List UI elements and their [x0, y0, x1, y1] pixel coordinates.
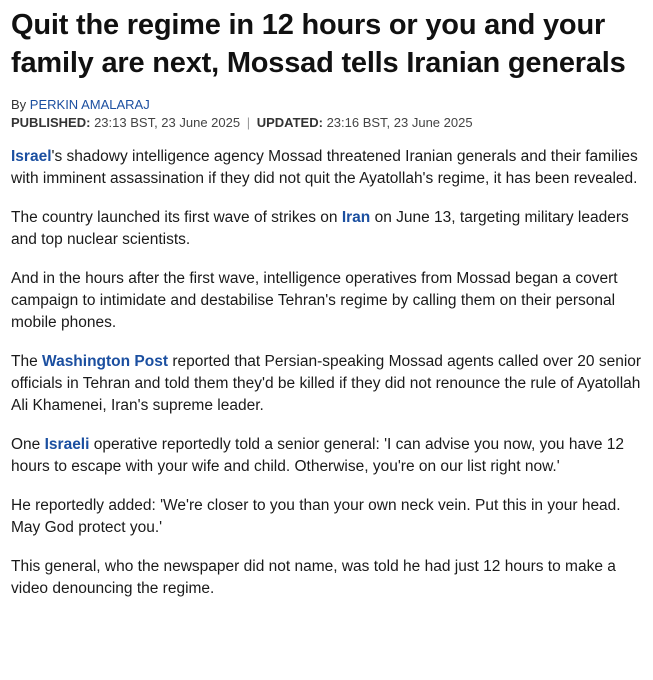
paragraph-4-before: The [11, 353, 43, 370]
byline-prefix: By [11, 97, 27, 112]
updated-date: 23:16 BST, 23 June 2025 [326, 115, 473, 130]
author-link[interactable]: PERKIN AMALARAJ [29, 97, 150, 112]
paragraph-2-after: on June 13, targeting military leaders and top nuclear scientists. [11, 209, 629, 248]
paragraph-5-after: operative reportedly told a senior general: 'I can advise you now, you have 12 hours to escape with your wife and child. Otherwise, you're on our list right now.' [11, 436, 625, 475]
paragraph-5 [11, 434, 643, 478]
paragraph-1 [11, 146, 643, 190]
link-israel[interactable]: Israel [11, 148, 52, 165]
date-separator: | [246, 115, 251, 130]
paragraph-4 [11, 351, 643, 417]
paragraph-3: And in the hours after the first wave, intelligence operatives from Mossad began a covert campaign to intimidate and destabilise Tehran's regime by calling them on their personal mobile phones. [11, 270, 618, 331]
paragraph-7: This general, who the newspaper did not name, was told he had just 12 hours to make a video denouncing the regime. [11, 558, 616, 597]
published-date: 23:13 BST, 23 June 2025 [94, 115, 241, 130]
paragraph-2-before: The country launched its first wave of strikes on [11, 209, 342, 226]
paragraph-5-before: One [11, 436, 45, 453]
paragraph-2 [11, 207, 643, 251]
link-israeli[interactable]: Israeli [44, 436, 90, 453]
article-dates [11, 114, 643, 132]
article-headline: Quit the regime in 12 hours or you and your family are next, Mossad tells Iranian generals [11, 9, 626, 79]
byline [11, 96, 643, 114]
paragraph-1-text: 's shadowy intelligence agency Mossad threatened Iranian generals and their families with imminent assassination if they did not quit the Ayatollah's regime, it has been revealed. [11, 148, 638, 187]
paragraph-6: He reportedly added: 'We're closer to you than your own neck vein. Put this in your head. May God protect you.' [11, 497, 621, 536]
published-label: PUBLISHED: [11, 115, 91, 130]
paragraph-4-after: reported that Persian-speaking Mossad agents called over 20 senior officials in Tehran and told them they'd be killed if they did not renounce the rule of Ayatollah Ali Khamenei, Iran's supreme leader. [11, 353, 642, 414]
link-iran[interactable]: Iran [341, 209, 371, 226]
updated-label: UPDATED: [256, 115, 323, 130]
link-washington-post[interactable]: Washington Post [42, 353, 169, 370]
